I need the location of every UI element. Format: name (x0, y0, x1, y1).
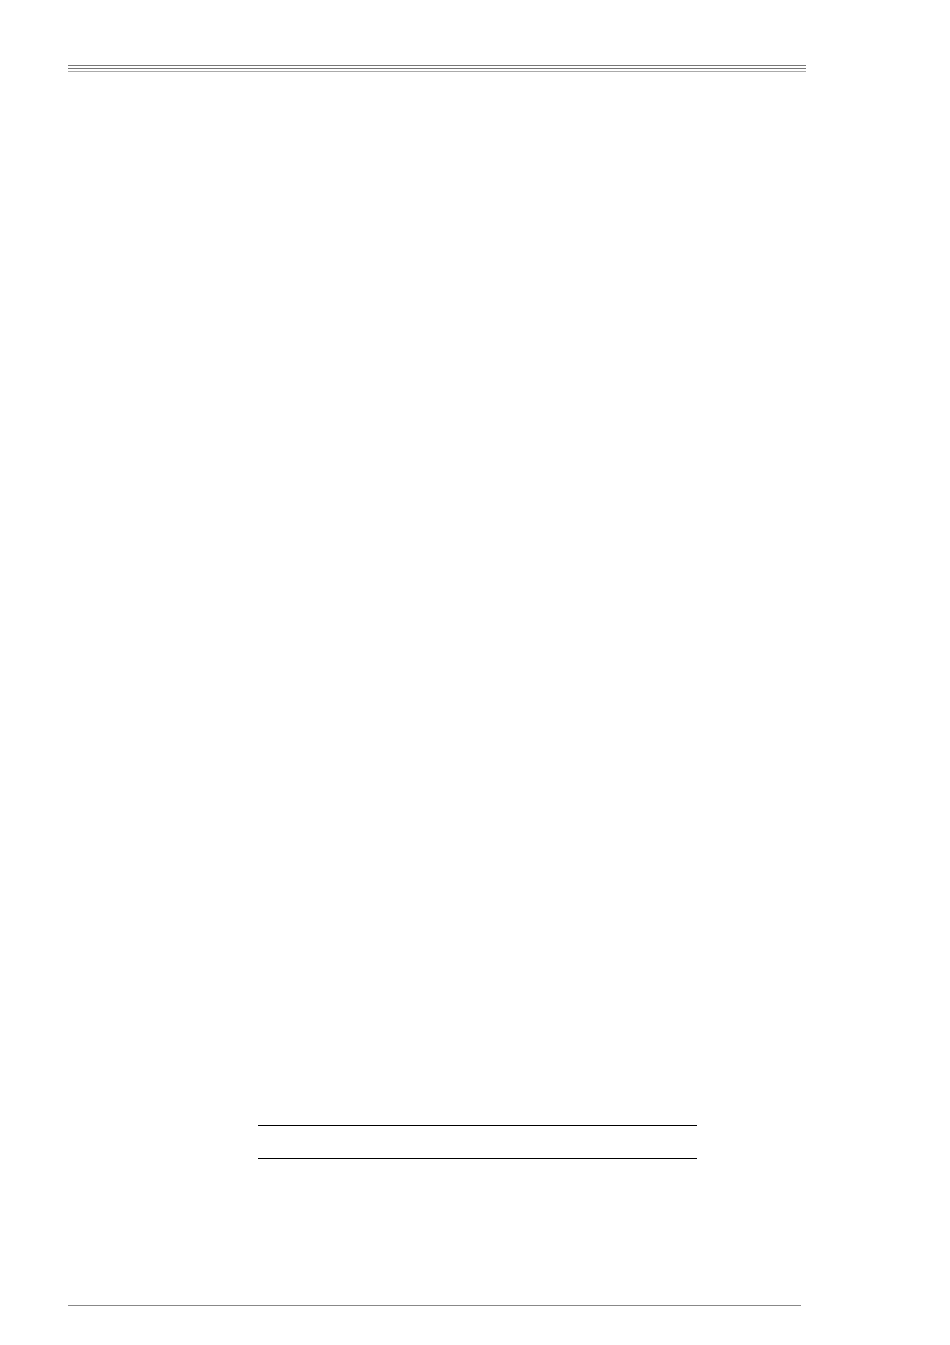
amendments-table (258, 1125, 697, 1159)
publication-note (68, 1088, 233, 1097)
column-header-comments (478, 1126, 698, 1159)
header-rule (68, 65, 806, 66)
foreword-body (237, 90, 847, 96)
header-rule (68, 71, 806, 72)
licence-watermark (0, 0, 58, 1345)
footer-rule (68, 1305, 801, 1306)
table-header-row (258, 1126, 697, 1159)
header-rule (68, 68, 806, 69)
column-header-date (258, 1126, 478, 1159)
